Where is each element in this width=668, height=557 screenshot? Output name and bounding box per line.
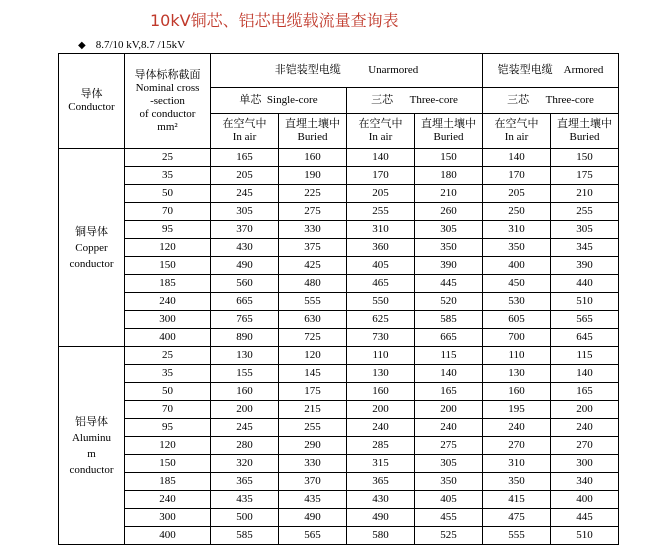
ampacity-cell: 160: [347, 383, 415, 401]
cross-section-cell: 150: [125, 455, 211, 473]
table-row: [59, 383, 619, 401]
ampacity-cell: 580: [347, 527, 415, 545]
cross-section-cell: 120: [125, 437, 211, 455]
cross-section-cell: 50: [125, 185, 211, 203]
ampacity-cell: 240: [415, 419, 483, 437]
table-row: [59, 473, 619, 491]
three-core-armored-header: 三芯 Three-core: [483, 88, 619, 114]
ampacity-cell: 175: [279, 383, 347, 401]
ampacity-cell: 350: [483, 239, 551, 257]
ampacity-cell: 360: [347, 239, 415, 257]
table-row: [59, 239, 619, 257]
ampacity-cell: 455: [415, 509, 483, 527]
cross-section-cell: 120: [125, 239, 211, 257]
conductor-group-label: 铜导体 Copper conductor: [59, 149, 125, 347]
table-row: [59, 221, 619, 239]
ampacity-cell: 250: [483, 203, 551, 221]
ampacity-cell: 310: [483, 455, 551, 473]
ampacity-cell: 310: [347, 221, 415, 239]
ampacity-cell: 200: [415, 401, 483, 419]
ampacity-cell: 320: [211, 455, 279, 473]
ampacity-cell: 200: [211, 401, 279, 419]
cross-section-cell: 300: [125, 311, 211, 329]
ampacity-cell: 110: [347, 347, 415, 365]
conductor-header: 导体 Conductor: [59, 54, 125, 149]
ampacity-cell: 405: [347, 257, 415, 275]
ampacity-cell: 370: [279, 473, 347, 491]
ampacity-cell: 270: [551, 437, 619, 455]
cross-section-cell: 70: [125, 203, 211, 221]
table-row: [59, 437, 619, 455]
ampacity-cell: 140: [483, 149, 551, 167]
ampacity-cell: 555: [279, 293, 347, 311]
ampacity-cell: 160: [279, 149, 347, 167]
ampacity-cell: 700: [483, 329, 551, 347]
ampacity-cell: 305: [415, 455, 483, 473]
cross-section-cell: 50: [125, 383, 211, 401]
ampacity-cell: 255: [347, 203, 415, 221]
ampacity-cell: 510: [551, 293, 619, 311]
ampacity-cell: 270: [483, 437, 551, 455]
single-core-header: 单芯 Single-core: [211, 88, 347, 114]
ampacity-cell: 150: [551, 149, 619, 167]
ampacity-cell: 500: [211, 509, 279, 527]
cross-section-cell: 150: [125, 257, 211, 275]
ampacity-cell: 530: [483, 293, 551, 311]
cross-section-cell: 95: [125, 419, 211, 437]
ampacity-cell: 255: [279, 419, 347, 437]
ampacity-cell: 340: [551, 473, 619, 491]
ampacity-cell: 195: [483, 401, 551, 419]
ampacity-cell: 450: [483, 275, 551, 293]
ampacity-cell: 285: [347, 437, 415, 455]
table-row: [59, 149, 619, 167]
ampacity-cell: 490: [211, 257, 279, 275]
cross-section-cell: 70: [125, 401, 211, 419]
cross-section-cell: 185: [125, 473, 211, 491]
ampacity-cell: 490: [347, 509, 415, 527]
ampacity-cell: 210: [551, 185, 619, 203]
ampacity-cell: 280: [211, 437, 279, 455]
table-row: [59, 401, 619, 419]
ampacity-cell: 430: [347, 491, 415, 509]
cross-section-cell: 35: [125, 167, 211, 185]
table-row: [59, 527, 619, 545]
ampacity-cell: 525: [415, 527, 483, 545]
ampacity-cell: 165: [415, 383, 483, 401]
ampacity-cell: 140: [551, 365, 619, 383]
ampacity-cell: 445: [551, 509, 619, 527]
ampacity-cell: 200: [551, 401, 619, 419]
ampacity-cell: 665: [211, 293, 279, 311]
page-title: 10kV铜芯、铝芯电缆载流量查询表: [150, 11, 399, 30]
ampacity-cell: 350: [415, 473, 483, 491]
table-row: [59, 491, 619, 509]
ampacity-cell: 665: [415, 329, 483, 347]
table-row: [59, 329, 619, 347]
ampacity-cell: 155: [211, 365, 279, 383]
ampacity-cell: 200: [347, 401, 415, 419]
ampacity-cell: 150: [415, 149, 483, 167]
ampacity-cell: 115: [551, 347, 619, 365]
ampacity-cell: 345: [551, 239, 619, 257]
conductor-group-label: 铝导体 Aluminu m conductor: [59, 347, 125, 545]
ampacity-cell: 300: [551, 455, 619, 473]
ampacity-cell: 190: [279, 167, 347, 185]
ampacity-cell: 205: [483, 185, 551, 203]
ampacity-cell: 350: [483, 473, 551, 491]
ampacity-cell: 140: [415, 365, 483, 383]
ampacity-cell: 365: [347, 473, 415, 491]
diamond-bullet-icon: ◆: [78, 40, 86, 51]
ampacity-cell: 130: [211, 347, 279, 365]
ampacity-cell: 310: [483, 221, 551, 239]
ampacity-cell: 240: [347, 419, 415, 437]
ampacity-cell: 585: [415, 311, 483, 329]
cross-section-cell: 400: [125, 329, 211, 347]
cross-section-cell: 240: [125, 491, 211, 509]
ampacity-cell: 405: [415, 491, 483, 509]
ampacity-cell: 390: [415, 257, 483, 275]
ampacity-cell: 475: [483, 509, 551, 527]
ampacity-cell: 440: [551, 275, 619, 293]
table-row: [59, 509, 619, 527]
cross-section-cell: 25: [125, 347, 211, 365]
ampacity-cell: 205: [347, 185, 415, 203]
table-row: [59, 293, 619, 311]
ampacity-cell: 520: [415, 293, 483, 311]
table-row: [59, 275, 619, 293]
cross-section-cell: 185: [125, 275, 211, 293]
table-row: [59, 311, 619, 329]
ampacity-cell: 205: [211, 167, 279, 185]
ampacity-cell: 890: [211, 329, 279, 347]
ampacity-cell: 330: [279, 221, 347, 239]
ampacity-cell: 765: [211, 311, 279, 329]
in-air-header: 在空气中 In air: [211, 114, 279, 149]
table-row: [59, 347, 619, 365]
ampacity-cell: 510: [551, 527, 619, 545]
ampacity-cell: 400: [483, 257, 551, 275]
buried-header: 直埋土壤中 Buried: [551, 114, 619, 149]
ampacity-cell: 565: [551, 311, 619, 329]
ampacity-cell: 260: [415, 203, 483, 221]
ampacity-cell: 315: [347, 455, 415, 473]
ampacity-cell: 245: [211, 419, 279, 437]
ampacity-cell: 365: [211, 473, 279, 491]
ampacity-cell: 115: [415, 347, 483, 365]
table-row: [59, 203, 619, 221]
table-row: [59, 167, 619, 185]
cross-section-cell: 35: [125, 365, 211, 383]
ampacity-cell: 140: [347, 149, 415, 167]
ampacity-cell: 625: [347, 311, 415, 329]
ampacity-cell: 160: [211, 383, 279, 401]
unarmored-header: 非铠装型电缆 Unarmored: [211, 54, 483, 88]
ampacity-cell: 175: [551, 167, 619, 185]
ampacity-cell: 350: [415, 239, 483, 257]
table-row: [59, 257, 619, 275]
voltage-spec-line: [78, 39, 185, 51]
ampacity-cell: 415: [483, 491, 551, 509]
ampacity-cell: 445: [415, 275, 483, 293]
section-header: 导体标称截面 Nominal cross -section of conductor mm²: [125, 54, 211, 149]
ampacity-cell: 215: [279, 401, 347, 419]
ampacity-cell: 480: [279, 275, 347, 293]
ampacity-cell: 555: [483, 527, 551, 545]
table-row: [59, 419, 619, 437]
voltage-spec-text: 8.7/10 kV,8.7 /15kV: [95, 39, 186, 51]
cross-section-cell: 240: [125, 293, 211, 311]
ampacity-cell: 170: [347, 167, 415, 185]
ampacity-cell: 145: [279, 365, 347, 383]
ampacity-cell: 305: [551, 221, 619, 239]
ampacity-cell: 645: [551, 329, 619, 347]
ampacity-cell: 240: [483, 419, 551, 437]
three-core-unarmored-header: 三芯 Three-core: [347, 88, 483, 114]
ampacity-cell: 630: [279, 311, 347, 329]
ampacity-cell: 305: [211, 203, 279, 221]
ampacity-table: [58, 53, 619, 545]
cross-section-cell: 95: [125, 221, 211, 239]
ampacity-cell: 390: [551, 257, 619, 275]
ampacity-cell: 110: [483, 347, 551, 365]
ampacity-cell: 240: [551, 419, 619, 437]
ampacity-cell: 275: [279, 203, 347, 221]
ampacity-cell: 375: [279, 239, 347, 257]
buried-header: 直埋土壤中 Buried: [279, 114, 347, 149]
ampacity-cell: 490: [279, 509, 347, 527]
table-row: [59, 185, 619, 203]
table-row: [59, 455, 619, 473]
ampacity-cell: 330: [279, 455, 347, 473]
ampacity-cell: 225: [279, 185, 347, 203]
ampacity-cell: 400: [551, 491, 619, 509]
cross-section-cell: 25: [125, 149, 211, 167]
ampacity-cell: 180: [415, 167, 483, 185]
ampacity-cell: 565: [279, 527, 347, 545]
ampacity-cell: 130: [347, 365, 415, 383]
ampacity-cell: 255: [551, 203, 619, 221]
ampacity-cell: 160: [483, 383, 551, 401]
cross-section-cell: 300: [125, 509, 211, 527]
ampacity-cell: 305: [415, 221, 483, 239]
ampacity-cell: 120: [279, 347, 347, 365]
ampacity-cell: 165: [551, 383, 619, 401]
ampacity-cell: 435: [211, 491, 279, 509]
ampacity-cell: 425: [279, 257, 347, 275]
ampacity-cell: 275: [415, 437, 483, 455]
table-row: [59, 365, 619, 383]
ampacity-cell: 370: [211, 221, 279, 239]
cross-section-cell: 400: [125, 527, 211, 545]
ampacity-cell: 605: [483, 311, 551, 329]
ampacity-cell: 435: [279, 491, 347, 509]
ampacity-cell: 210: [415, 185, 483, 203]
ampacity-cell: 290: [279, 437, 347, 455]
ampacity-cell: 560: [211, 275, 279, 293]
ampacity-cell: 730: [347, 329, 415, 347]
in-air-header: 在空气中 In air: [347, 114, 415, 149]
ampacity-cell: 170: [483, 167, 551, 185]
table-body: [59, 149, 619, 545]
buried-header: 直埋土壤中 Buried: [415, 114, 483, 149]
ampacity-cell: 245: [211, 185, 279, 203]
ampacity-cell: 465: [347, 275, 415, 293]
ampacity-cell: 585: [211, 527, 279, 545]
ampacity-cell: 550: [347, 293, 415, 311]
armored-header: 铠装型电缆 Armored: [483, 54, 619, 88]
ampacity-cell: 165: [211, 149, 279, 167]
ampacity-cell: 725: [279, 329, 347, 347]
in-air-header: 在空气中 In air: [483, 114, 551, 149]
ampacity-cell: 130: [483, 365, 551, 383]
ampacity-cell: 430: [211, 239, 279, 257]
